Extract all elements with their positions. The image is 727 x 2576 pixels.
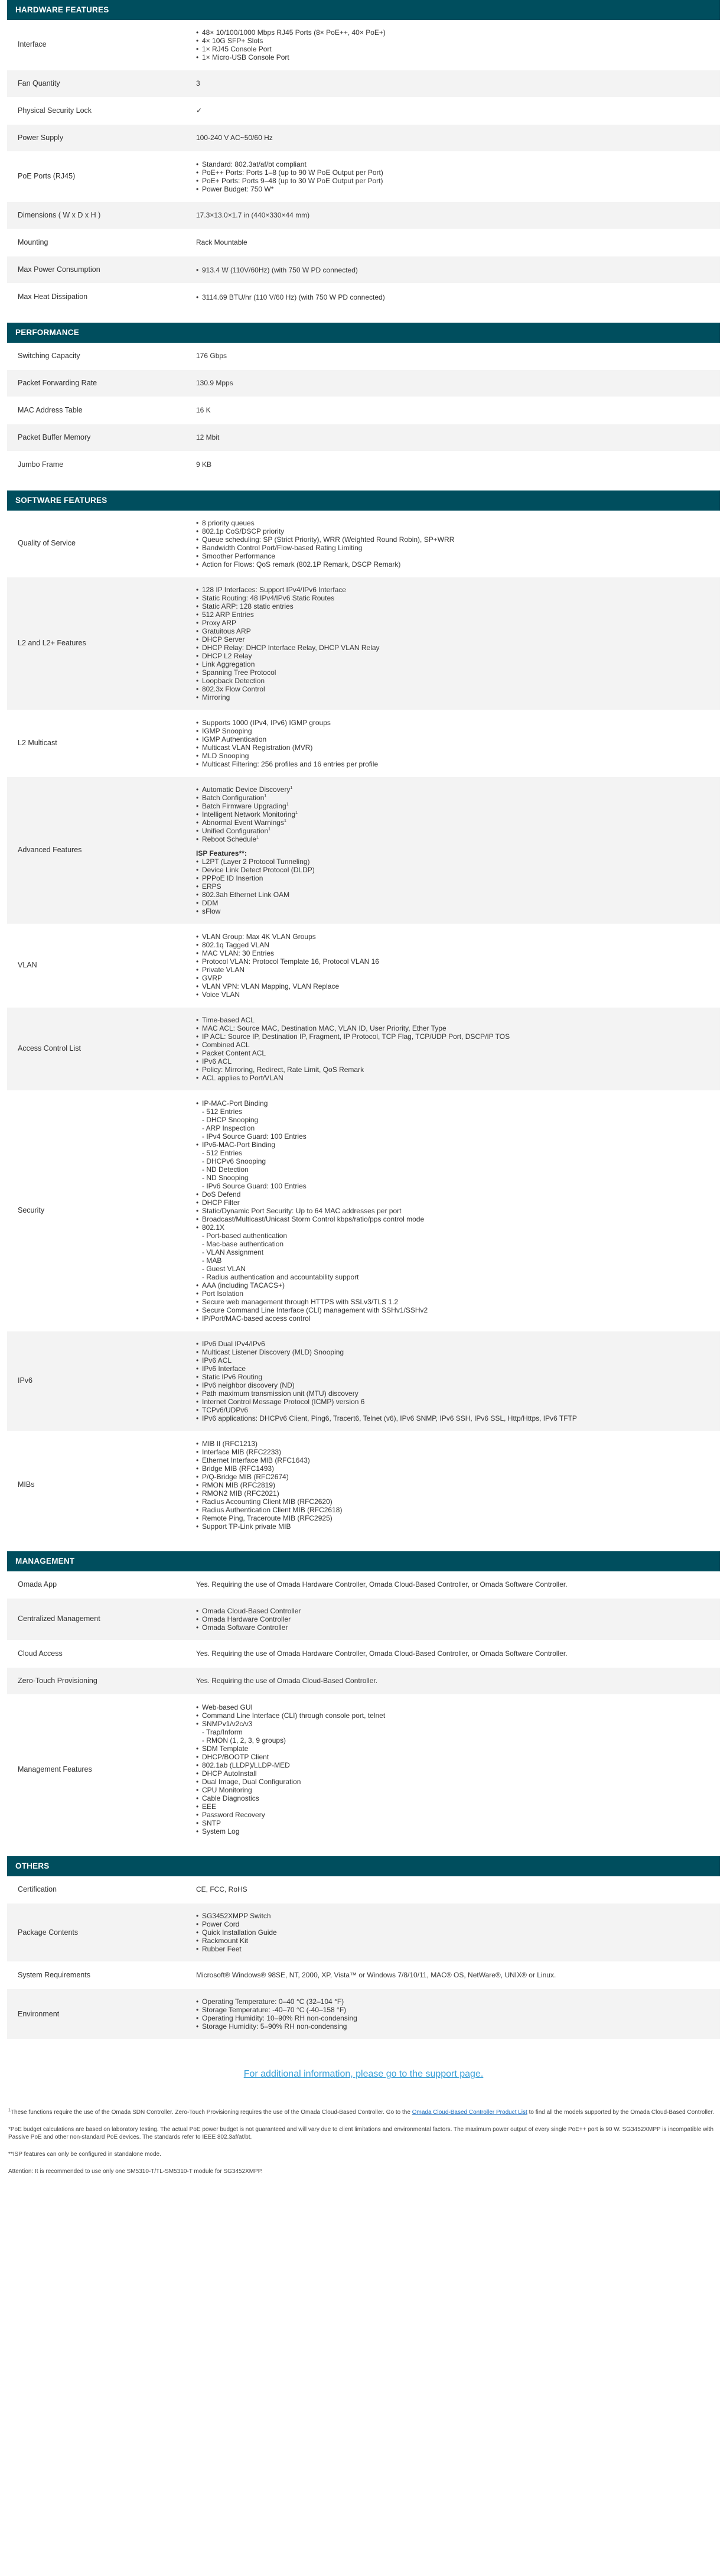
spec-row-forwarding — [7, 370, 720, 397]
list-item: • Omada Cloud-Based Controller — [196, 1607, 714, 1615]
spec-label: Advanced Features — [18, 846, 82, 855]
list-item: - Trap/Inform — [202, 1728, 243, 1737]
list-item: • Time-based ACL — [196, 1016, 714, 1024]
spec-value — [188, 924, 720, 1007]
spec-value — [188, 1903, 720, 1961]
section-title: HARDWARE FEATURES — [7, 0, 720, 20]
spec-label: VLAN — [18, 961, 37, 970]
spec-value — [188, 1091, 720, 1331]
spec-value — [188, 1989, 720, 2039]
list-item: • IPv6 ACL — [196, 1057, 714, 1066]
list-item: • Omada Hardware Controller — [196, 1615, 714, 1623]
spec-row-mibs — [7, 1431, 720, 1539]
list-item: • Abnormal Event Warnings$^1$ — [196, 818, 714, 827]
spec-value — [188, 258, 720, 282]
list-item: - 512 Entries — [202, 1149, 243, 1158]
list-item: • ACL applies to Port/VLAN — [196, 1074, 714, 1082]
footnote-marker: 1 — [295, 811, 298, 816]
spec-row-interface — [7, 20, 720, 70]
list-item: • Intelligent Network Monitoring$^1$ — [196, 810, 714, 818]
list-item: • Automatic Device Discovery$^1$ — [196, 785, 714, 794]
spec-value: 16 K — [196, 406, 211, 415]
footnote-marker: 1 — [283, 819, 286, 824]
software-section — [7, 490, 720, 1539]
spec-value: 130.9 Mpps — [196, 379, 233, 388]
list-item: • 802.3ah Ethernet Link OAM — [196, 891, 714, 899]
spec-row-max-heat — [7, 284, 720, 311]
spec-row-mgmt-features — [7, 1695, 720, 1844]
list-item: • Storage Humidity: 5–90% RH non-condensing — [196, 2022, 714, 2031]
list-item: • Interface MIB (RFC2233) — [196, 1448, 714, 1456]
list-item: • IGMP Authentication — [196, 735, 714, 743]
spec-label: Certification — [18, 1885, 57, 1894]
spec-row-poe — [7, 152, 720, 202]
list-item: • SDM Template — [196, 1745, 714, 1753]
spec-value — [188, 285, 720, 310]
list-item: • System Log — [196, 1827, 714, 1836]
list-item: • IPv6-MAC-Port Binding — [196, 1141, 714, 1149]
list-item: • Voice VLAN — [196, 990, 714, 999]
spec-label: Access Control List — [18, 1044, 81, 1053]
footnote-marker: 1 — [264, 794, 267, 799]
list-item: • DHCP L2 Relay — [196, 652, 714, 660]
list-item: • IPv6 neighbor discovery (ND) — [196, 1381, 714, 1389]
spec-label: System Requirements — [18, 1971, 90, 1980]
list-item: • 8 priority queues — [196, 519, 714, 527]
spec-row-jumbo — [7, 451, 720, 479]
list-item: • GVRP — [196, 974, 714, 982]
spec-value: Microsoft® Windows® 98SE, NT, 2000, XP, Vista™ or Windows 7/8/10/11, MAC® OS, NetWare®, UNIX® or Linux. — [196, 1971, 556, 1980]
footnote-marker: 1 — [286, 803, 289, 807]
section-title: SOFTWARE FEATURES — [7, 490, 720, 511]
list-item: • PoE++ Ports: Ports 1–8 (up to 90 W PoE Output per Port) — [196, 168, 714, 177]
spec-row-advanced — [7, 777, 720, 924]
spec-value: CE, FCC, RoHS — [196, 1885, 247, 1894]
list-item: - DHCPv6 Snooping — [202, 1157, 266, 1166]
list-item: • Static IPv6 Routing — [196, 1373, 714, 1381]
spec-value: 3 — [196, 79, 200, 87]
list-item: • Internet Control Message Protocol (ICMP) version 6 — [196, 1398, 714, 1406]
spec-label: Interface — [18, 40, 47, 49]
spec-row-cloud — [7, 1641, 720, 1668]
spec-row-ipv6 — [7, 1331, 720, 1431]
spec-value — [188, 152, 720, 202]
footnote-attention: Attention: It is recommended to use only one SM5310-T/TL-SM5310-T module for SG3452XMPP. — [8, 2168, 263, 2175]
list-item: • SNMPv1/v2c/v3 — [196, 1720, 714, 1728]
list-item: • Omada Software Controller — [196, 1623, 714, 1632]
spec-label: Mounting — [18, 238, 48, 246]
list-item: • Mirroring — [196, 693, 714, 701]
list-item: • Cable Diagnostics — [196, 1794, 714, 1802]
support-page-link-wrap — [7, 2068, 720, 2081]
management-section — [7, 1551, 720, 1844]
spec-row-certification — [7, 1876, 720, 1903]
list-item: • Multicast VLAN Registration (MVR) — [196, 743, 714, 752]
section-title: PERFORMANCE — [7, 323, 720, 343]
list-item: - VLAN Assignment — [202, 1248, 264, 1257]
list-item: • Support TP-Link private MIB — [196, 1522, 714, 1531]
spec-value — [188, 20, 720, 70]
list-item: • 802.1p CoS/DSCP priority — [196, 527, 714, 535]
spec-value: Rack Mountable — [196, 238, 247, 247]
spec-row-sysreq — [7, 1962, 720, 1989]
hardware-section — [7, 0, 720, 311]
list-item: • Path maximum transmission unit (MTU) discovery — [196, 1389, 714, 1398]
list-item: - 512 Entries — [202, 1107, 243, 1116]
spec-value: 9 KB — [196, 460, 212, 469]
list-item: • Packet Content ACL — [196, 1049, 714, 1057]
spec-row-dimensions — [7, 202, 720, 229]
spec-value: Yes. Requiring the use of Omada Hardware Controller, Omada Cloud-Based Controller, or Omada Software Controller. — [196, 1649, 568, 1658]
list-item: - DHCP Snooping — [202, 1116, 259, 1125]
others-section — [7, 1856, 720, 2039]
list-item: • EEE — [196, 1802, 714, 1811]
list-item: - ARP Inspection — [202, 1124, 255, 1133]
spec-value: 176 Gbps — [196, 352, 227, 360]
spec-label: Switching Capacity — [18, 351, 80, 360]
list-item: • 802.1q Tagged VLAN — [196, 941, 714, 949]
spec-label: Cloud Access — [18, 1649, 63, 1658]
list-item: • sFlow — [196, 907, 714, 915]
list-item: • IP/Port/MAC-based access control — [196, 1314, 714, 1323]
spec-label: Omada App — [18, 1580, 57, 1589]
spec-row-omada-app — [7, 1571, 720, 1599]
list-item: • Spanning Tree Protocol — [196, 668, 714, 677]
list-item: • DHCP Server — [196, 635, 714, 644]
spec-value: 100-240 V AC~50/60 Hz — [196, 134, 273, 142]
spec-label: Fan Quantity — [18, 79, 60, 87]
spec-value — [188, 511, 720, 577]
check-icon: ✓ — [196, 106, 203, 115]
section-title: OTHERS — [7, 1856, 720, 1876]
isp-features-heading: ISP Features**: — [196, 849, 247, 858]
spec-label: Max Power Consumption — [18, 265, 100, 274]
list-item: • PPPoE ID Insertion — [196, 874, 714, 882]
list-item: • 1× RJ45 Console Port — [196, 45, 714, 53]
list-item: • ERPS — [196, 882, 714, 891]
list-item: • SNTP — [196, 1819, 714, 1827]
spec-label: Security — [18, 1206, 45, 1215]
list-item: • L2PT (Layer 2 Protocol Tunneling) — [196, 857, 714, 866]
spec-value: Yes. Requiring the use of Omada Cloud-Based Controller. — [196, 1677, 378, 1685]
list-item: • Remote Ping, Traceroute MIB (RFC2925) — [196, 1514, 714, 1522]
spec-row-mac — [7, 397, 720, 424]
list-item: • MAC ACL: Source MAC, Destination MAC, VLAN ID, User Priority, Ether Type — [196, 1024, 714, 1032]
list-item: • Batch Firmware Upgrading$^1$ — [196, 802, 714, 810]
list-item: • Rubber Feet — [196, 1945, 714, 1953]
list-item: • DHCP Filter — [196, 1198, 714, 1207]
list-item: • 802.1ab (LLDP)/LLDP-MED — [196, 1761, 714, 1769]
footnote-controller: $^1$These functions require the use of the Omada SDN Controller. Zero-Touch Provisioning requires the use of the Omada Cloud-Based Controller. Go to the Omada Cloud-Based Controller Product List to find all the models supported by the Omada Cloud-Based Controller. — [8, 2108, 715, 2116]
spec-value: Yes. Requiring the use of Omada Hardware Controller, Omada Cloud-Based Controller, or Omada Software Controller. — [196, 1580, 568, 1589]
spec-value — [188, 1695, 720, 1844]
list-item: • 3114.69 BTU/hr (110 V/60 Hz) (with 750 W PD connected) — [196, 293, 714, 301]
list-item: • Dual Image, Dual Configuration — [196, 1778, 714, 1786]
list-item: • DoS Defend — [196, 1190, 714, 1198]
spec-label: Power Supply — [18, 133, 64, 142]
list-item: • Multicast Filtering: 256 profiles and 16 entries per profile — [196, 760, 714, 768]
spec-row-fan — [7, 70, 720, 98]
spec-row-security — [7, 1091, 720, 1331]
list-item: • 1× Micro-USB Console Port — [196, 53, 714, 61]
footnote-marker: 1 — [256, 836, 259, 840]
list-item: • Port Isolation — [196, 1289, 714, 1298]
list-item: • Static Routing: 48 IPv4/IPv6 Static Routes — [196, 594, 714, 602]
spec-label: IPv6 — [18, 1376, 33, 1385]
list-item: - ND Detection — [202, 1165, 249, 1174]
list-item: • Secure Command Line Interface (CLI) management with SSHv1/SSHv2 — [196, 1306, 714, 1314]
list-item: • MAC VLAN: 30 Entries — [196, 949, 714, 957]
list-item: • MIB II (RFC1213) — [196, 1440, 714, 1448]
spec-value: 17.3×13.0×1.7 in (440×330×44 mm) — [196, 211, 310, 220]
spec-value — [188, 1331, 720, 1431]
list-item: • Protocol VLAN: Protocol Template 16, Protocol VLAN 16 — [196, 957, 714, 966]
list-item: • Action for Flows: QoS remark (802.1P Remark, DSCP Remark) — [196, 560, 714, 569]
section-title: MANAGEMENT — [7, 1551, 720, 1571]
list-item: • Proxy ARP — [196, 619, 714, 627]
list-item: • CPU Monitoring — [196, 1786, 714, 1794]
list-item: - Radius authentication and accountability support — [202, 1273, 359, 1282]
list-item: - Guest VLAN — [202, 1265, 246, 1274]
spec-label: Package Contents — [18, 1928, 79, 1937]
spec-row-multicast — [7, 710, 720, 777]
list-item: • IGMP Snooping — [196, 727, 714, 735]
list-item: • TCPv6/UDPv6 — [196, 1406, 714, 1414]
footnote-text: These functions require the use of the Omada SDN Controller. Zero-Touch Provisioning requires the use of the Omada Cloud-Based Controller. Go to the — [10, 2109, 412, 2116]
list-item: • IPv6 Interface — [196, 1365, 714, 1373]
list-item: • Command Line Interface (CLI) through console port, telnet — [196, 1711, 714, 1720]
spec-label: PoE Ports (RJ45) — [18, 172, 76, 181]
list-item: • IPv6 applications: DHCPv6 Client, Ping6, Tracert6, Telnet (v6), IPv6 SNMP, IPv6 SSH, IPv6 SSL, Http/Https, IPv6 TFTP — [196, 1414, 714, 1422]
list-item: • Smoother Performance — [196, 552, 714, 560]
spec-row-ztp — [7, 1668, 720, 1695]
list-item: • Operating Temperature: 0–40 °C (32–104 °F) — [196, 1997, 714, 2006]
footnotes — [7, 2109, 720, 2175]
spec-value — [188, 1008, 720, 1090]
list-item: • Unified Configuration$^1$ — [196, 827, 714, 835]
performance-section — [7, 323, 720, 479]
product-list-link[interactable]: Omada Cloud-Based Controller Product List — [412, 2109, 527, 2116]
spec-row-buffer — [7, 424, 720, 451]
list-item: • DDM — [196, 899, 714, 907]
list-item: • Gratuitous ARP — [196, 627, 714, 635]
support-page-link[interactable]: For additional information, please go to the support page. — [243, 2069, 484, 2080]
list-item: • VLAN VPN: VLAN Mapping, VLAN Replace — [196, 982, 714, 990]
spec-label: Centralized Management — [18, 1615, 100, 1623]
list-item: • IP ACL: Source IP, Destination IP, Fragment, IP Protocol, TCP Flag, TCP/UDP Port, DSCP/IP TOS — [196, 1032, 714, 1041]
footnote-marker: 1 — [268, 827, 270, 832]
list-item: • Device Link Detect Protocol (DLDP) — [196, 866, 714, 874]
spec-row-centralized — [7, 1599, 720, 1641]
spec-row-switching — [7, 343, 720, 370]
list-item: • 512 ARP Entries — [196, 610, 714, 619]
spec-value — [188, 577, 720, 710]
list-item: • Secure web management through HTTPS with SSLv3/TLS 1.2 — [196, 1298, 714, 1306]
list-item: • IPv6 Dual IPv4/IPv6 — [196, 1340, 714, 1348]
spec-row-lock — [7, 98, 720, 125]
list-item: • 913.4 W (110V/60Hz) (with 750 W PD connected) — [196, 266, 714, 274]
list-item: • 802.1X — [196, 1223, 714, 1232]
footnote-isp: **ISP features can only be configured in standalone mode. — [8, 2151, 161, 2158]
list-item: - Port-based authentication — [202, 1232, 288, 1240]
list-item: • RMON MIB (RFC2819) — [196, 1481, 714, 1489]
spec-label: Max Heat Dissipation — [18, 292, 88, 301]
list-item: • Broadcast/Multicast/Unicast Storm Control kbps/ratio/pps control mode — [196, 1215, 714, 1223]
list-item: • Radius Accounting Client MIB (RFC2620) — [196, 1497, 714, 1506]
list-item: - IPv6 Source Guard: 100 Entries — [202, 1182, 307, 1191]
list-item: • RMON2 MIB (RFC2021) — [196, 1489, 714, 1497]
list-item: • Policy: Mirroring, Redirect, Rate Limit, QoS Remark — [196, 1066, 714, 1074]
list-item: • Supports 1000 (IPv4, IPv6) IGMP groups — [196, 719, 714, 727]
list-item: - ND Snooping — [202, 1174, 249, 1183]
spec-label: Quality of Service — [18, 539, 76, 548]
spec-row-vlan — [7, 924, 720, 1008]
footnote-poe: *PoE budget calculations are based on laboratory testing. The actual PoE power budget is not guaranteed and will vary due to client limitations and environmental factors. The maximum power output of every single PoE++ port is 90 W. SG3452XMPP is incompatible with Passive PoE and other non-standard PoE devices. The standards refer to IEEE 802.3af/at/bt. — [8, 2126, 713, 2141]
list-item: • Batch Configuration$^1$ — [196, 794, 714, 802]
list-item: • 4× 10G SFP+ Slots — [196, 37, 714, 45]
footnote-marker: 1 — [290, 786, 293, 791]
list-item: - RMON (1, 2, 3, 9 groups) — [202, 1736, 286, 1745]
list-item: • Static/Dynamic Port Security: Up to 64 MAC addresses per port — [196, 1207, 714, 1215]
spec-label: Zero-Touch Provisioning — [18, 1677, 97, 1685]
list-item: • Standard: 802.3at/af/bt compliant — [196, 160, 714, 168]
spec-label: Packet Forwarding Rate — [18, 378, 97, 387]
list-item: • Link Aggregation — [196, 660, 714, 668]
spec-value — [188, 710, 720, 777]
list-item: - IPv4 Source Guard: 100 Entries — [202, 1132, 307, 1141]
spec-label: Dimensions ( W x D x H ) — [18, 210, 101, 219]
spec-value — [188, 1599, 720, 1640]
list-item: • Power Budget: 750 W* — [196, 185, 714, 193]
list-item: • Loopback Detection — [196, 677, 714, 685]
list-item: • Password Recovery — [196, 1811, 714, 1819]
list-item: • PoE+ Ports: Ports 9–48 (up to 30 W PoE Output per Port) — [196, 177, 714, 185]
spec-label: Packet Buffer Memory — [18, 433, 91, 441]
list-item: • DHCP/BOOTP Client — [196, 1753, 714, 1761]
list-item: • DHCP Relay: DHCP Interface Relay, DHCP VLAN Relay — [196, 644, 714, 652]
spec-value — [188, 777, 720, 924]
list-item: • Static ARP: 128 static entries — [196, 602, 714, 610]
list-item: • Combined ACL — [196, 1041, 714, 1049]
list-item: • Reboot Schedule$^1$ — [196, 835, 714, 843]
list-item: • Storage Temperature: -40–70 °C (-40–158 °F) — [196, 2006, 714, 2014]
list-item: - MAB — [202, 1256, 222, 1265]
spec-label: Management Features — [18, 1765, 92, 1773]
list-item: • IPv6 ACL — [196, 1356, 714, 1365]
list-item: • Power Cord — [196, 1920, 714, 1928]
list-item: • VLAN Group: Max 4K VLAN Groups — [196, 933, 714, 941]
list-item: • Rackmount Kit — [196, 1937, 714, 1945]
spec-label: Environment — [18, 2009, 60, 2018]
list-item: • DHCP AutoInstall — [196, 1769, 714, 1778]
list-item: • 128 IP Interfaces: Support IPv4/IPv6 Interface — [196, 586, 714, 594]
spec-row-l2 — [7, 577, 720, 710]
list-item: • AAA (including TACACS+) — [196, 1281, 714, 1289]
spec-label: MAC Address Table — [18, 405, 83, 414]
list-item: - Mac-base authentication — [202, 1240, 284, 1249]
spec-value: 12 Mbit — [196, 433, 220, 442]
list-item: • Quick Installation Guide — [196, 1928, 714, 1937]
list-item: • 48× 10/100/1000 Mbps RJ45 Ports (8× PoE++, 40× PoE+) — [196, 28, 714, 37]
list-item: • Radius Authentication Client MIB (RFC2618) — [196, 1506, 714, 1514]
spec-label: L2 Multicast — [18, 739, 57, 748]
spec-label: Jumbo Frame — [18, 460, 64, 469]
list-item: • Bridge MIB (RFC1493) — [196, 1464, 714, 1473]
list-item: • 802.3x Flow Control — [196, 685, 714, 693]
spec-row-acl — [7, 1008, 720, 1091]
list-item: • Queue scheduling: SP (Strict Priority), WRR (Weighted Round Robin), SP+WRR — [196, 535, 714, 544]
spec-label: MIBs — [18, 1480, 35, 1489]
list-item: • MLD Snooping — [196, 752, 714, 760]
spec-label: L2 and L2+ Features — [18, 639, 86, 648]
list-item: • Multicast Listener Discovery (MLD) Snooping — [196, 1348, 714, 1356]
spec-row-power — [7, 125, 720, 152]
list-item: • Private VLAN — [196, 966, 714, 974]
spec-value — [188, 1431, 720, 1539]
list-item: • P/Q-Bridge MIB (RFC2674) — [196, 1473, 714, 1481]
spec-row-qos — [7, 511, 720, 577]
spec-row-environment — [7, 1989, 720, 2039]
spec-row-max-power — [7, 256, 720, 284]
list-item: • Web-based GUI — [196, 1703, 714, 1711]
spec-label: Physical Security Lock — [18, 106, 92, 115]
list-item: • SG3452XMPP Switch — [196, 1912, 714, 1920]
spec-row-package — [7, 1903, 720, 1962]
list-item: • Bandwidth Control Port/Flow-based Rating Limiting — [196, 544, 714, 552]
list-item: • Operating Humidity: 10–90% RH non-condensing — [196, 2014, 714, 2022]
list-item: • Ethernet Interface MIB (RFC1643) — [196, 1456, 714, 1464]
footnote-text: to find all the models supported by the Omada Cloud-Based Controller. — [527, 2109, 715, 2116]
spec-row-mounting — [7, 229, 720, 256]
list-item: • IP-MAC-Port Binding — [196, 1099, 714, 1107]
